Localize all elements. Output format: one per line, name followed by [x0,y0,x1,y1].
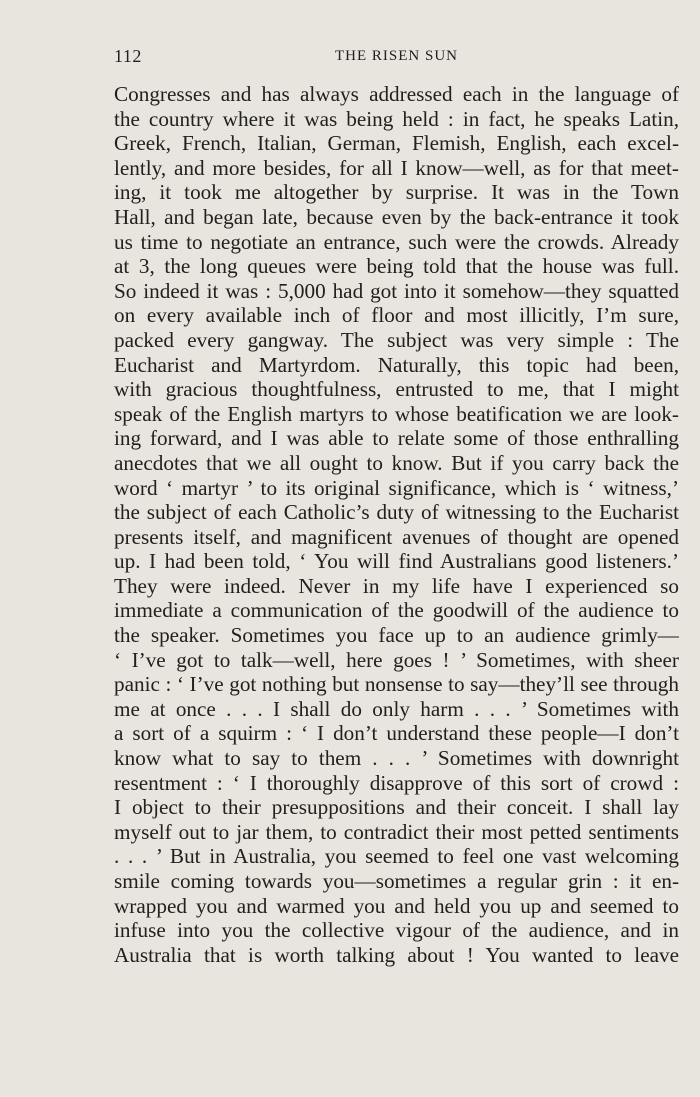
text-line: . . . ’ But in Australia, you seemed to feel one vast welcoming [114,844,679,869]
text-line: ‘ I’ve got to talk—well, here goes ! ’ Sometimes, with sheer [114,647,679,672]
text-line: Eucharist and Martyrdom. Naturally, this topic had been, [114,352,679,377]
text-line: Congresses and has always addressed each in the language of [114,82,679,106]
text-line: I object to their presuppositions and their conceit. I shall lay [114,795,679,820]
text-line: the country where it was being held : in fact, he speaks Latin, [114,106,679,131]
text-line: me at once . . . I shall do only harm . . . ’ Sometimes with [114,696,679,721]
text-line: immediate a communication of the goodwill of the audience to [114,598,679,623]
page-number: 112 [114,46,142,66]
text-line: know what to say to them . . . ’ Sometimes with downright [114,746,679,771]
text-line: infuse into you the collective vigour of the audience, and in [114,918,679,943]
text-line: anecdotes that we all ought to know. But if you carry back the [114,450,679,475]
text-line: resentment : ‘ I thoroughly disapprove of this sort of crowd : [114,770,679,795]
text-line: with gracious thoughtfulness, entrusted to me, that I might [114,377,679,402]
text-line: They were indeed. Never in my life have I experienced so [114,573,679,598]
text-line: a sort of a squirm : ‘ I don’t understand these people—I don’t [114,721,679,746]
text-line: at 3, the long queues were being told that the house was full. [114,254,679,279]
text-line: So indeed it was : 5,000 had got into it somehow—they squatted [114,278,679,303]
text-line: ing forward, and I was able to relate some of those enthralling [114,426,679,451]
text-line: word ‘ martyr ’ to its original significance, which is ‘ witness,’ [114,475,679,500]
text-line: smile coming towards you—sometimes a regular grin : it en- [114,869,679,893]
text-line: myself out to jar them, to contradict their most petted sentiments [114,819,679,844]
text-line: us time to negotiate an entrance, such were the crowds. Already [114,229,679,254]
text-line: Australia that is worth talking about ! You wanted to leave [114,942,679,967]
text-line: up. I had been told, ‘ You will find Australians good listeners.’ [114,549,679,574]
text-line: lently, and more besides, for all I know—well, as for that meet- [114,155,679,180]
text-line: packed every gangway. The subject was very simple : The [114,327,679,352]
book-title: THE RISEN SUN [334,48,458,64]
text-line: presents itself, and magnificent avenues of thought are opened [114,524,679,549]
text-line: Greek, French, Italian, German, Flemish, English, each excel- [114,131,679,156]
text-line: panic : ‘ I’ve got nothing but nonsense to say—they’ll see through [114,672,679,697]
text-line: the speaker. Sometimes you face up to an audience grimly— [114,623,679,648]
body-text [114,82,679,967]
text-line: the subject of each Catholic’s duty of witnessing to the Eucharist [114,500,679,525]
text-line: speak of the English martyrs to whose beatification we are look- [114,401,679,426]
running-head [114,46,679,72]
text-line: on every available inch of floor and most illicitly, I’m sure, [114,303,679,328]
text-line: ing, it took me altogether by surprise. It was in the Town [114,180,679,205]
text-line: Hall, and began late, because even by the back-entrance it took [114,204,679,229]
text-line: wrapped you and warmed you and held you up and seemed to [114,893,679,918]
